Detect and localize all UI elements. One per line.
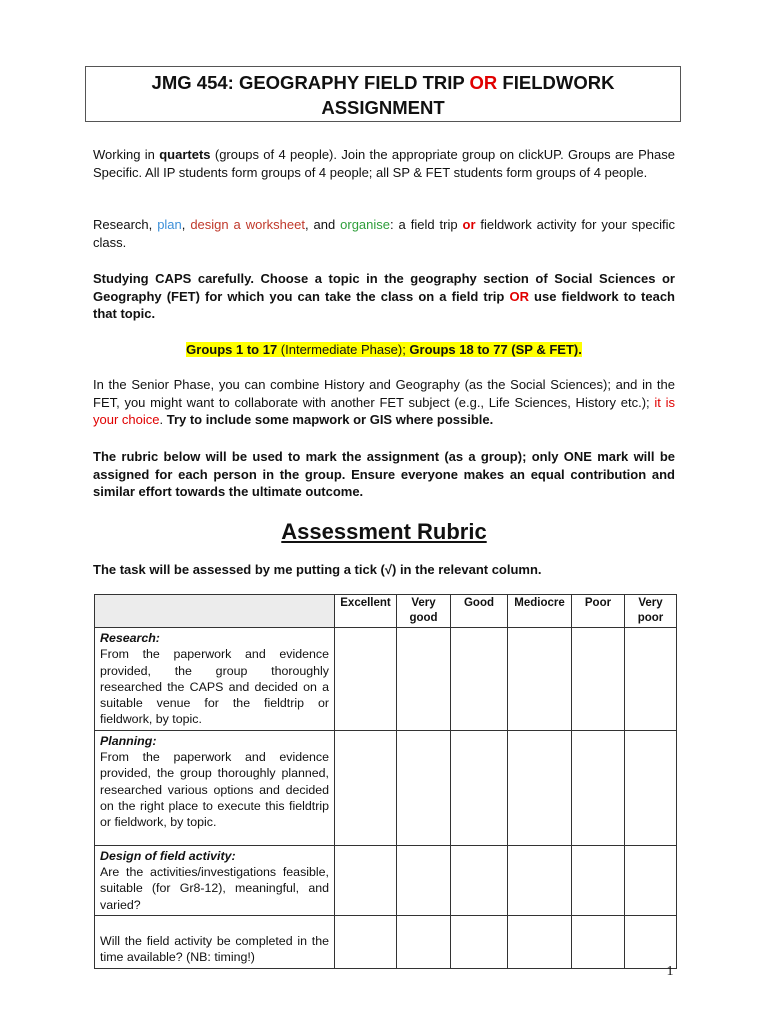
rubric-timing-desc	[95, 915, 335, 968]
rubric-research-text: From the paperwork and evidence provided, the group thoroughly researched the CAPS and decided on a suitable venue for the fieldtrip or fieldwork, by topic.	[100, 647, 329, 727]
rubric-col-poor: Poor	[572, 595, 625, 628]
rubric-header-row	[95, 595, 677, 628]
para5-mapwork: Try to include some mapwork or GIS where possible.	[166, 412, 494, 427]
para2-text-b: : a field trip	[390, 217, 463, 232]
page-number: 1	[666, 964, 674, 979]
paragraph-rubric-note: The rubric below will be used to mark the assignment (as a group); only ONE mark will be assigned for each person in the group. Ensure everyone makes an equal contribution and similar effort towards the ultimate outcome.	[93, 449, 675, 499]
rubric-timing-spacer	[100, 918, 329, 933]
para5-choice: it is your choice	[93, 394, 675, 427]
tick-cell[interactable]	[572, 845, 625, 915]
para2-text-a: Research,	[93, 217, 158, 232]
title-line2: ASSIGNMENT	[321, 97, 445, 118]
rubric-design-text: Are the activities/investigations feasible, suitable (for Gr8-12), meaningful, and varied?	[100, 865, 329, 912]
tick-cell[interactable]	[572, 730, 625, 845]
tick-cell[interactable]	[572, 628, 625, 731]
paragraph-tick-note: The task will be assessed by me putting a tick (√) in the relevant column.	[93, 562, 542, 577]
rubric-row-timing	[95, 915, 677, 968]
para5-text-a: In the Senior Phase, you can combine History and Geography (as the Social Sciences); and in the FET, you might want to collaborate with another FET subject (e.g., Life Sciences, History etc.);	[93, 377, 675, 410]
groups-sp-fet: Groups 18 to 77 (SP & FET).	[409, 342, 582, 357]
tick-cell[interactable]	[397, 915, 451, 968]
tick-cell[interactable]	[451, 915, 508, 968]
para2-design: design a worksheet	[190, 217, 305, 232]
paragraph-tasks	[93, 216, 675, 251]
rubric-col-mediocre: Mediocre	[508, 595, 572, 628]
groups-ip: Groups 1 to 17	[186, 342, 278, 357]
tick-cell[interactable]	[335, 730, 397, 845]
rubric-design-criterion: Design of field activity:	[100, 848, 236, 863]
groups-highlight	[93, 341, 675, 359]
rubric-col-excellent: Excellent	[335, 595, 397, 628]
rubric-col-very-poor: Very poor	[625, 595, 677, 628]
para2-text-c: fieldwork activity for your specific class.	[93, 217, 675, 250]
paragraph-caps	[93, 270, 675, 323]
para3-text-b: use fieldwork to teach that topic.	[93, 288, 675, 321]
para3-text-a: Studying CAPS carefully. Choose a topic in the geography section of Social Sciences or Geography (FET) for which you can take the class on a field trip	[93, 271, 675, 304]
tick-cell[interactable]	[625, 628, 677, 731]
para5-text-b: .	[159, 412, 167, 427]
rubric-planning-criterion: Planning:	[100, 733, 157, 748]
para2-and: , and	[304, 217, 341, 232]
rubric-row-design	[95, 845, 677, 915]
tick-cell[interactable]	[625, 730, 677, 845]
rubric-col-very-good: Very good	[397, 595, 451, 628]
paragraph-senior-phase	[93, 376, 675, 429]
tick-cell[interactable]	[508, 915, 572, 968]
para1-text-c: (groups of 4 people). Join the appropriate group on clickUP. Groups are Phase Specific. All IP students form groups of 4 people; all SP & FET students form groups of 4 people.	[93, 147, 675, 180]
tick-cell[interactable]	[451, 628, 508, 731]
tick-cell[interactable]	[397, 730, 451, 845]
title-part1: JMG 454: GEOGRAPHY FIELD TRIP	[151, 72, 470, 93]
tick-cell[interactable]	[397, 628, 451, 731]
tick-cell[interactable]	[451, 845, 508, 915]
groups-highlight-text	[186, 342, 582, 357]
rubric-timing-text: Will the field activity be completed in the time available? (NB: timing!)	[100, 933, 329, 965]
para2-or: or	[462, 217, 476, 232]
document-title	[85, 66, 681, 122]
para1-text-a: Working in	[93, 147, 160, 162]
tick-cell[interactable]	[451, 730, 508, 845]
tick-cell[interactable]	[508, 845, 572, 915]
tick-cell[interactable]	[335, 915, 397, 968]
tick-cell[interactable]	[508, 628, 572, 731]
para2-comma: ,	[181, 217, 191, 232]
rubric-research-criterion: Research:	[100, 631, 160, 645]
rubric-row-planning	[95, 730, 677, 845]
rubric-design-desc	[95, 845, 335, 915]
para2-plan: plan	[157, 217, 182, 232]
para3-or: OR	[509, 288, 529, 304]
tick-cell[interactable]	[625, 915, 677, 968]
tick-cell[interactable]	[572, 915, 625, 968]
tick-cell[interactable]	[625, 845, 677, 915]
tick-cell[interactable]	[335, 845, 397, 915]
rubric-research-desc	[95, 628, 335, 731]
rubric-table	[94, 594, 677, 969]
tick-cell[interactable]	[335, 628, 397, 731]
rubric-row-research	[95, 628, 677, 731]
para1-quartets: quartets	[159, 147, 211, 162]
tick-cell[interactable]	[508, 730, 572, 845]
assessment-rubric-heading: Assessment Rubric	[281, 519, 487, 544]
paragraph-groups-intro	[93, 146, 675, 181]
rubric-planning-desc	[95, 730, 335, 845]
title-part2: FIELDWORK	[497, 72, 615, 93]
para2-organise: organise	[340, 217, 391, 232]
groups-ip-phase: (Intermediate Phase);	[277, 342, 410, 357]
tick-cell[interactable]	[397, 845, 451, 915]
rubric-col-good: Good	[451, 595, 508, 628]
title-or: OR	[469, 72, 498, 93]
rubric-header-blank	[95, 595, 335, 628]
rubric-planning-text: From the paperwork and evidence provided, the group thoroughly planned, researched various options and decided on the right place to execute this fieldtrip or fieldwork, by topic.	[100, 750, 329, 830]
